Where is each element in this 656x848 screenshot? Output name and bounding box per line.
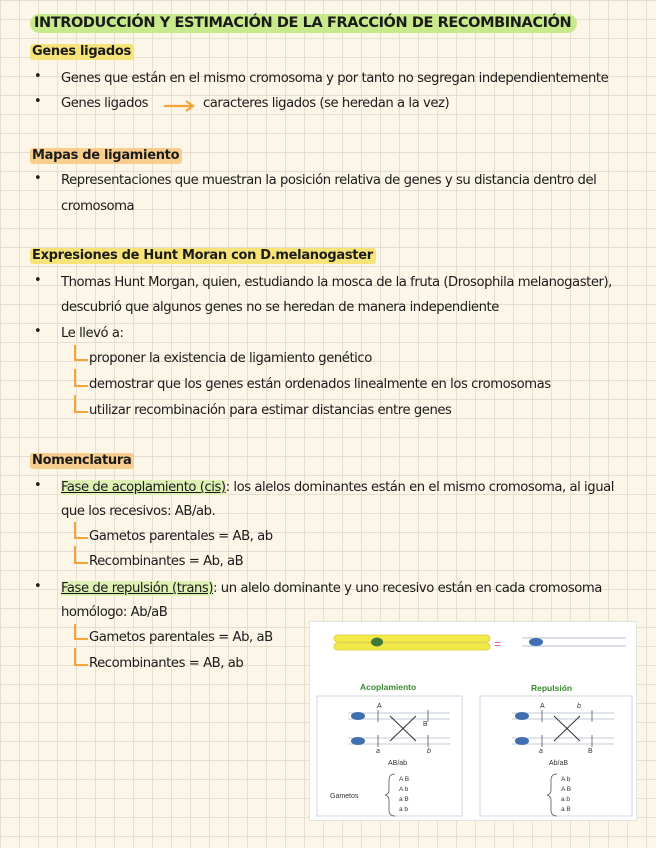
trans-line2: homólogo: Ab/aB [61,605,168,620]
bullet: • [34,171,42,186]
le-llevo: Le llevó a: [61,326,124,341]
consequence-2: demostrar que los genes están ordenados linealmente en los cromosomas [89,377,551,392]
allele-label: B [588,748,593,755]
mapas-def-line2: cromosoma [61,199,135,214]
allele-label: A [540,703,545,710]
bullet: • [34,69,42,84]
allele-label: B [423,721,428,728]
allele-label: a [539,748,543,755]
gamete: A b [399,786,409,793]
morgan-line1: Thomas Hunt Morgan, quien, estudiando la mosca de la fruta (Drosophila melanogaster), [61,275,612,290]
bullet: • [34,478,42,493]
cis-line2: que los recesivos: AB/ab. [61,504,216,519]
crossover-acoplamiento-icon [348,710,450,747]
elbow-arrow-icon [74,395,88,413]
elbow-arrow-icon [74,648,88,666]
trans-term: Fase de repulsión (trans) [61,581,214,596]
equals-sign: = [494,637,502,651]
genes-ligados-def: Genes que están en el mismo cromosoma y por tanto no segregan independientemente [61,71,609,86]
cis-gametos: Gametos parentales = AB, ab [89,529,273,544]
left-brace-icon [385,774,395,816]
gamete: A b [561,776,571,783]
cis-line1 [61,479,614,497]
trans-definition: : un alelo dominante y uno recesivo están en cada cromosoma [213,581,602,596]
bullet: • [34,94,42,109]
elbow-arrow-icon [74,522,88,539]
genotype-repulsion: Ab/aB [549,760,569,767]
elbow-arrow-icon [74,345,88,361]
morgan-line2: descubrió que algunos genes no se heredan de manera independiente [61,300,499,315]
allele-label: a [376,748,380,755]
crossover-repulsion-icon [512,710,614,747]
consequence-1: proponer la existencia de ligamiento genético [89,351,372,366]
chromosome-pair-icon [334,635,490,650]
bullet: • [34,579,42,594]
allele-label: b [427,748,431,755]
schematic-chromosome-icon [522,638,626,646]
trans-line1 [61,580,602,598]
arrow-right-icon [162,98,198,112]
gamete: a B [399,796,409,803]
gamete: a B [561,806,571,813]
consequence-3: utilizar recombinación para estimar distancias entre genes [89,403,452,418]
trans-recombinantes: Recombinantes = AB, ab [89,656,244,671]
cis-term: Fase de acoplamiento (cis) [61,480,226,495]
gamete: a b [561,796,571,803]
trans-gametos: Gametos parentales = Ab, aB [89,630,273,645]
bullet: • [34,324,42,339]
heading-nomenclatura: Nomenclatura [30,453,134,469]
elbow-arrow-icon [74,369,88,387]
allele-label: b [577,703,581,710]
repulsion-box [480,696,632,816]
genes-ligados-term: Genes ligados [61,96,149,111]
repulsion-label: Repulsión [531,683,573,693]
gamete: A B [561,786,572,793]
left-brace-icon [547,774,557,816]
gamete: a b [399,806,409,813]
genotype-acoplamiento: AB/ab [388,760,408,767]
acoplamiento-label: Acoplamiento [360,682,417,692]
allele-label: A [377,703,382,710]
gamete: A B [399,776,410,783]
gametos-label: Gametos [330,793,359,800]
heading-mapas: Mapas de ligamiento [30,148,182,164]
mapas-def-line1: Representaciones que muestran la posición relativa de genes y su distancia dentro del [61,173,597,188]
page-title: INTRODUCCIÓN Y ESTIMACIÓN DE LA FRACCIÓN DE RECOMBINACIÓN [30,14,577,33]
caracteres-ligados: caracteres ligados (se heredan a la vez) [203,96,450,111]
cis-recombinantes: Recombinantes = Ab, aB [89,554,244,569]
cis-definition: : los alelos dominantes están en el mismo cromosoma, al igual [225,480,614,495]
linkage-phase-figure [309,621,637,821]
heading-expresiones: Expresiones de Hunt Moran con D.melanogaster [30,248,376,264]
heading-genes-ligados: Genes ligados [30,44,134,60]
elbow-arrow-icon [74,624,88,640]
elbow-arrow-icon [74,546,88,564]
bullet: • [34,273,42,288]
